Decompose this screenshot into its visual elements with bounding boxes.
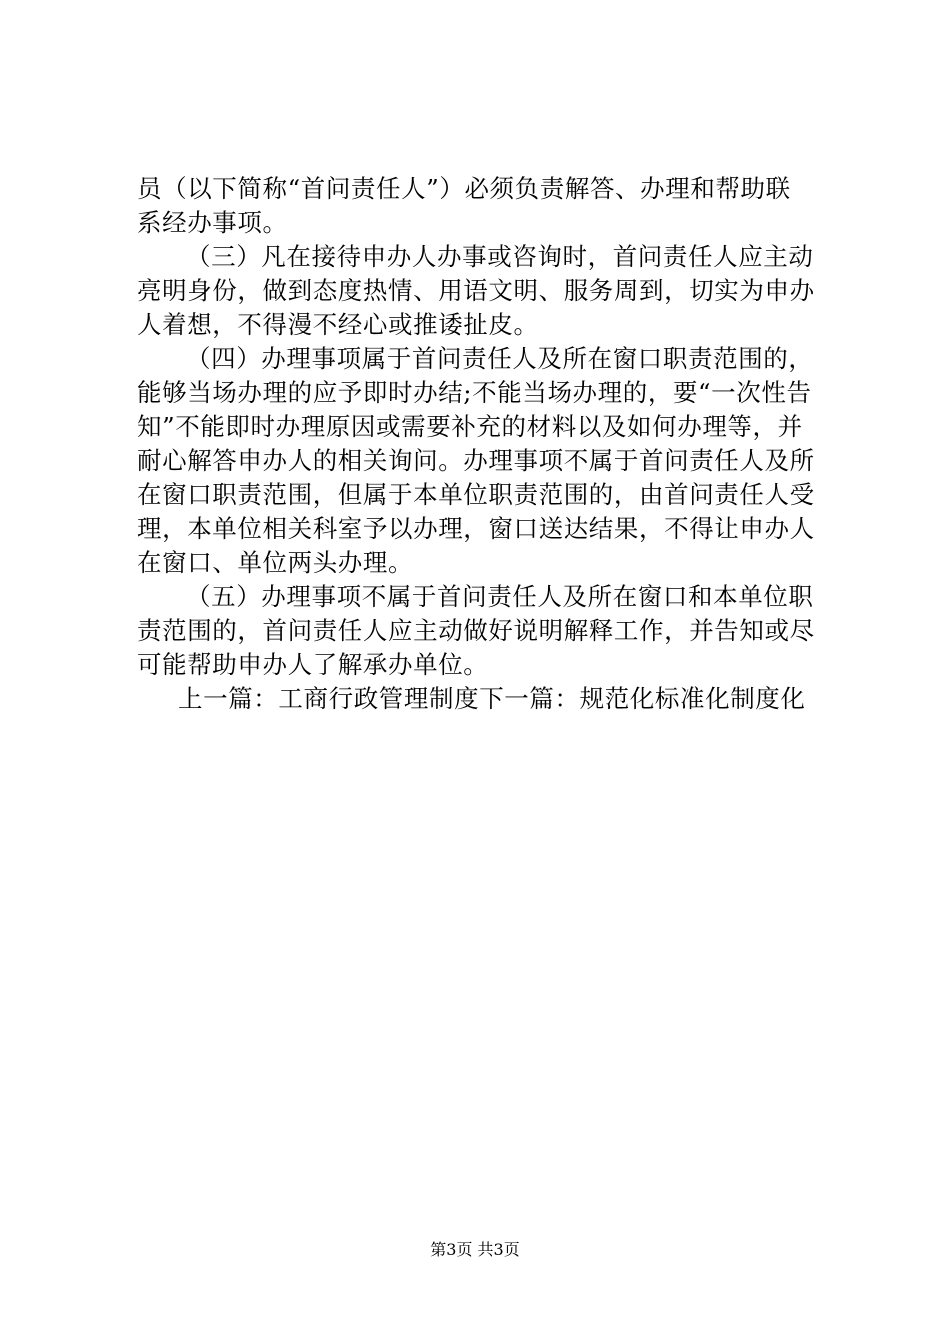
body-line: 理，本单位相关科室予以办理，窗口送达结果，不得让申办人 xyxy=(137,514,815,543)
body-line: 亮明身份，做到态度热情、用语文明、服务周到，切实为申办 xyxy=(137,276,815,305)
body-line: 在窗口、单位两头办理。 xyxy=(137,548,414,577)
body-line: 在窗口职责范围，但属于本单位职责范围的，由首问责任人受 xyxy=(137,480,815,509)
paragraph-3-first-line: （三）凡在接待申办人办事或咨询时，首问责任人应主动 xyxy=(186,242,814,271)
body-line: 可能帮助申办人了解承办单位。 xyxy=(137,650,489,679)
paragraph-4-first-line: （四）办理事项属于首问责任人及所在窗口职责范围的， xyxy=(186,344,814,373)
body-line: 能够当场办理的应予即时办结;不能当场办理的，要“一次性告 xyxy=(137,378,812,407)
body-line: 员（以下简称“首问责任人”）必须负责解答、办理和帮助联 xyxy=(137,174,791,203)
paragraph-5-first-line: （五）办理事项不属于首问责任人及所在窗口和本单位职 xyxy=(186,582,814,611)
body-line: 人着想，不得漫不经心或推诿扯皮。 xyxy=(137,310,539,339)
body-line: 知”不能即时办理原因或需要补充的材料以及如何办理等，并 xyxy=(137,412,803,441)
page-number-footer: 第3页 共3页 xyxy=(430,1240,520,1259)
body-line: 耐心解答申办人的相关询问。办理事项不属于首问责任人及所 xyxy=(137,446,815,475)
body-line: 责范围的，首问责任人应主动做好说明解释工作，并告知或尽 xyxy=(137,616,815,645)
prev-next-article-links[interactable]: 上一篇：工商行政管理制度下一篇：规范化标准化制度化 xyxy=(178,684,806,713)
body-line: 系经办事项。 xyxy=(137,208,288,237)
